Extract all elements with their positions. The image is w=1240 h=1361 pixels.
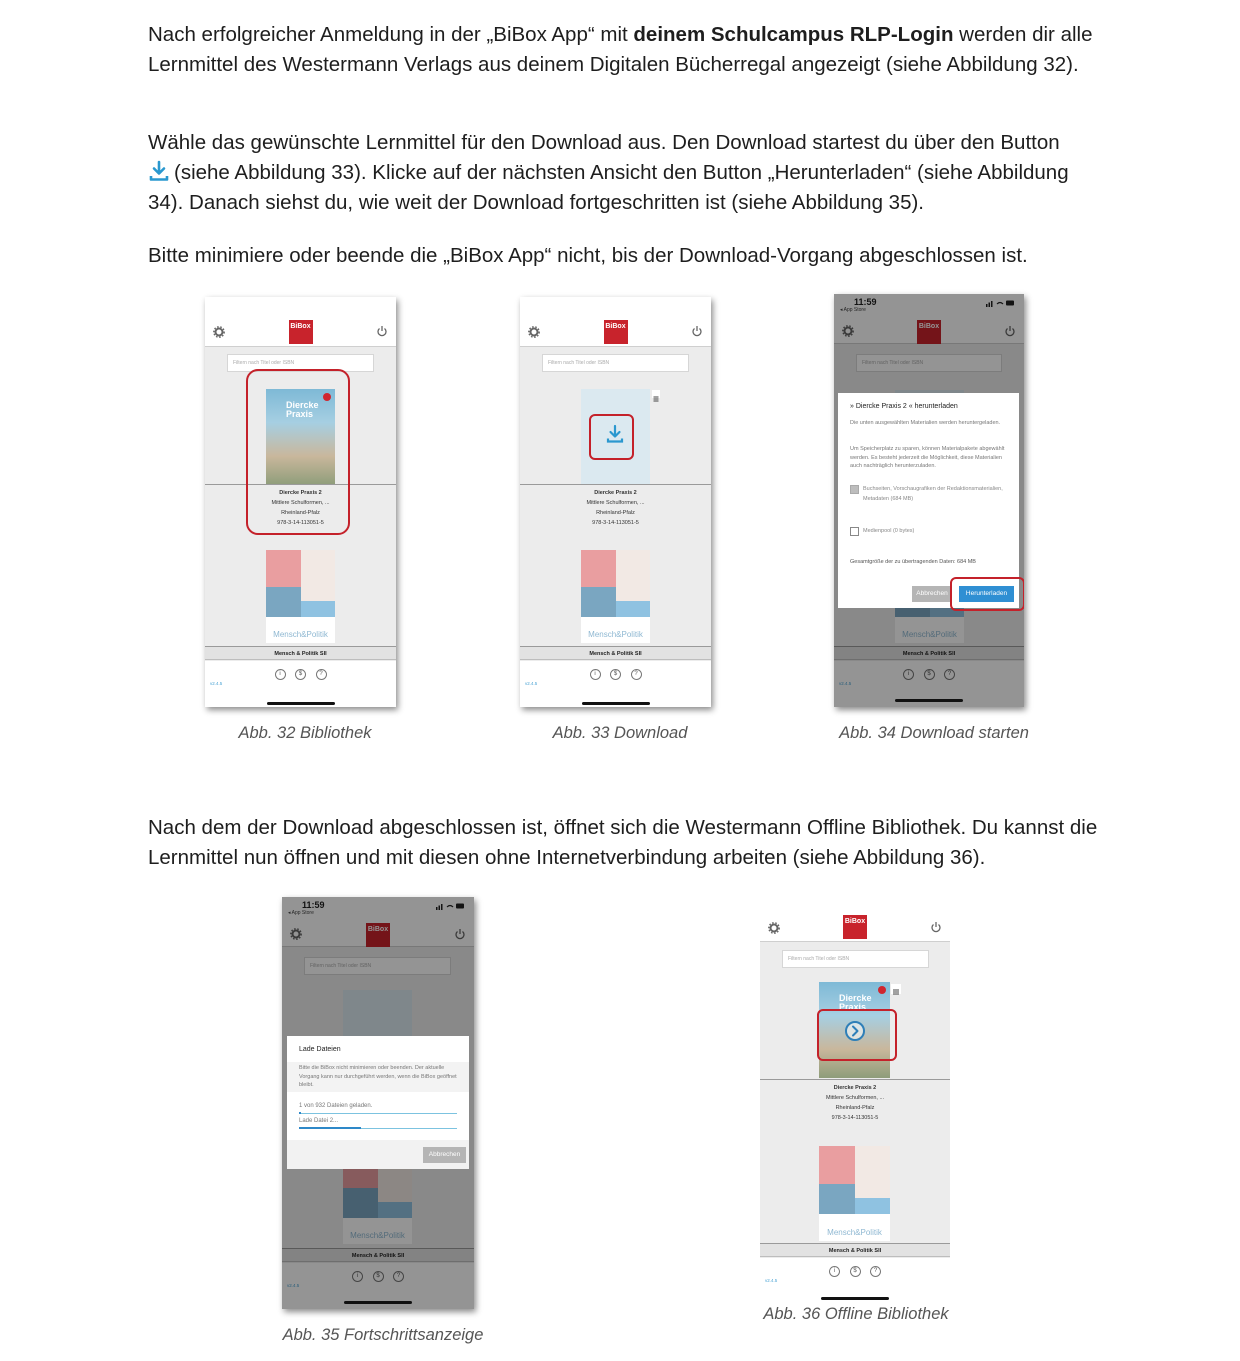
status-time: 11:59 — [302, 900, 325, 910]
shelf-divider — [520, 484, 711, 485]
screenshot-fortschritt — [282, 897, 474, 1309]
book-cover-mensch-politik[interactable] — [581, 550, 650, 643]
help-icon[interactable]: ? — [393, 1271, 404, 1282]
book-cover-title: Mensch&Politik — [273, 630, 328, 639]
app-header — [205, 297, 396, 347]
app-store-back-link[interactable]: ◂ App Store — [840, 307, 866, 313]
shop-icon[interactable]: $ — [373, 1271, 384, 1282]
text-run: werden dir alle Lernmittel des Westermann Verlags aus deinem Digitalen Bücherregal angezeigt (siehe Abbildung 32). — [148, 23, 1093, 76]
app-store-back-link[interactable]: ◂ App Store — [288, 910, 314, 916]
highlight-frame — [817, 1009, 897, 1061]
info-icon[interactable]: i — [275, 669, 286, 680]
book-title: Mensch & Politik SII — [282, 1248, 474, 1262]
text-run: (siehe Abbildung 33). Klicke auf der nächsten Ansicht den Button „Herunterladen“ (siehe Abbildung 34). Danach siehst du, wie weit der Download fortgeschritten ist (siehe Abbildung 35). — [148, 161, 1069, 214]
help-icon[interactable]: ? — [870, 1266, 881, 1277]
screenshot-download-starten — [834, 294, 1024, 707]
option-checkbox-pages[interactable] — [850, 485, 859, 494]
dialog-title: » Diercke Praxis 2 « herunterladen — [850, 403, 958, 410]
info-icon[interactable]: i — [352, 1271, 363, 1282]
book-cover-title: Mensch&Politik — [350, 1231, 405, 1240]
dialog-text: Die unten ausgewählten Materialien werden heruntergeladen. — [850, 420, 1001, 426]
menu-icon[interactable] — [652, 390, 660, 398]
shop-icon[interactable]: $ — [610, 669, 621, 680]
home-indicator — [821, 1297, 889, 1300]
footer-icons — [829, 1266, 881, 1278]
file-progress-fill — [299, 1127, 361, 1129]
help-icon[interactable]: ? — [631, 669, 642, 680]
search-input[interactable]: Filtern nach Titel oder ISBN — [782, 950, 929, 968]
shop-icon[interactable]: $ — [924, 669, 935, 680]
book-subtitle: Mittlere Schulformen, ... — [825, 1095, 885, 1101]
dialog-title: Lade Dateien — [299, 1046, 341, 1053]
info-icon[interactable]: i — [903, 669, 914, 680]
bibox-logo: BiBox — [843, 915, 867, 939]
download-icon — [148, 160, 170, 182]
shelf-divider — [760, 1079, 950, 1080]
progress-track — [299, 1113, 457, 1114]
home-indicator — [267, 702, 335, 705]
bibox-logo: BiBox — [289, 320, 313, 344]
power-icon[interactable] — [691, 325, 703, 337]
progress-fill — [299, 1112, 301, 1114]
book-title: Diercke Praxis 2 — [279, 490, 322, 496]
download-paragraph — [148, 128, 1108, 218]
book-subtitle: Mittlere Schulformen, ... — [586, 500, 645, 506]
menu-icon[interactable] — [891, 984, 901, 994]
app-footer — [760, 1258, 950, 1302]
help-icon[interactable]: ? — [944, 669, 955, 680]
app-footer — [520, 661, 711, 707]
home-indicator — [344, 1301, 412, 1304]
figure-caption: Abb. 32 Bibliothek — [238, 724, 372, 742]
cancel-button[interactable]: Abbrechen — [423, 1147, 466, 1163]
book-region: Rheinland-Pfalz — [281, 510, 320, 516]
search-input[interactable]: Filtern nach Titel oder ISBN — [542, 354, 689, 372]
dialog-text: Um Speicherplatz zu sparen, können Materialpakete abgewählt werden. Es besteht jederzeit die Möglichkeit, diese Materialien auch nachträglich herunterzuladen. — [850, 446, 1005, 469]
highlight-frame — [589, 414, 634, 460]
power-icon[interactable] — [930, 921, 942, 933]
power-icon[interactable] — [376, 325, 388, 337]
book-cover-mensch-politik[interactable] — [266, 550, 335, 643]
book-title: Mensch & Politik SII — [834, 646, 1024, 660]
book-isbn: 978-3-14-113051-5 — [277, 520, 324, 526]
highlight-frame — [246, 369, 350, 535]
download-button[interactable]: Herunterladen — [959, 586, 1014, 602]
progress-dialog — [287, 1036, 469, 1169]
figure-caption: Abb. 33 Download — [552, 724, 688, 742]
book-cover-mensch-politik[interactable] — [819, 1146, 890, 1241]
book-title: Mensch & Politik SII — [760, 1243, 950, 1257]
book-cover-title: Diercke Praxis — [839, 993, 872, 1012]
book-region: Rheinland-Pfalz — [596, 510, 635, 516]
book-cover-title: Diercke Praxis — [286, 400, 319, 419]
progress-status: 1 von 932 Dateien geladen. — [299, 1103, 373, 1109]
book-cover-title: Mensch&Politik — [827, 1228, 882, 1237]
gear-icon[interactable] — [213, 326, 225, 338]
shop-icon[interactable]: $ — [850, 1266, 861, 1277]
gear-icon[interactable] — [768, 922, 780, 934]
book-cover-title: Mensch&Politik — [588, 630, 643, 639]
cancel-button[interactable]: Abbrechen — [912, 586, 952, 602]
book-title: Mensch & Politik SII — [520, 646, 711, 660]
total-size-text: Gesamtgröße der zu übertragenden Daten: 684 MB — [850, 559, 976, 565]
book-isbn: 978-3-14-113051-5 — [831, 1115, 879, 1121]
home-indicator — [895, 699, 963, 702]
help-icon[interactable]: ? — [316, 669, 327, 680]
home-indicator — [582, 702, 650, 705]
book-meta — [760, 1083, 950, 1123]
version-label: v2.4.5 — [525, 681, 538, 686]
offline-paragraph — [148, 813, 1108, 873]
option-checkbox-media[interactable] — [850, 527, 859, 536]
book-meta — [520, 488, 711, 528]
info-icon[interactable]: i — [590, 669, 601, 680]
book-cover-title: Mensch&Politik — [902, 630, 957, 639]
gear-icon[interactable] — [528, 326, 540, 338]
text-run: Nach dem der Download abgeschlossen ist, öffnet sich die Westermann Offline Bibliothek. Du kannst die Lernmittel nun öffnen und mit diesen ohne Internetverbindung arbeiten (siehe Abbildung 36). — [148, 816, 1098, 869]
book-isbn: 978-3-14-113051-5 — [592, 520, 639, 526]
app-footer — [205, 661, 396, 707]
progress-status: Lade Datei 2... — [299, 1118, 339, 1124]
version-label: v2.4.5 — [839, 681, 852, 686]
footer-icons — [275, 669, 327, 681]
book-region: Rheinland-Pfalz — [835, 1105, 875, 1111]
search-input[interactable]: Filtern nach Titel oder ISBN — [856, 354, 1002, 372]
option-label: Buchseiten, Vorschaugrafiken der Redaktionsmaterialien, Metadaten (684 MB) — [863, 486, 1003, 502]
highlight-frame — [950, 577, 1024, 611]
search-input[interactable]: Filtern nach Titel oder ISBN — [227, 354, 374, 372]
screenshot-download — [520, 297, 711, 707]
figure-caption: Abb. 35 Fortschrittsanzeige — [282, 1326, 484, 1344]
figure-caption: Abb. 34 Download starten — [839, 724, 1029, 742]
text-run: Nach erfolgreicher Anmeldung in der „BiBox App“ mit — [148, 23, 634, 46]
login-emphasis: deinem Schulcampus RLP-Login — [633, 23, 954, 46]
info-icon[interactable]: i — [829, 1266, 840, 1277]
download-dialog — [838, 393, 1019, 608]
dialog-text: Bitte die BiBox nicht minimieren oder beenden. Der aktuelle Vorgang kann nur durchgeführt werden, wenn die BiBox geöffnet bleibt. — [299, 1065, 457, 1088]
screenshot-offline-bibliothek — [760, 902, 950, 1302]
book-title: Mensch & Politik SII — [205, 646, 396, 660]
text-run: Bitte minimiere oder beende die „BiBox App“ nicht, bis der Download-Vorgang abgeschlossen ist. — [148, 244, 1028, 267]
intro-paragraph — [148, 20, 1108, 80]
book-badge — [878, 986, 886, 994]
version-label: v2.4.5 — [765, 1278, 778, 1283]
app-header — [760, 902, 950, 942]
figure-caption: Abb. 36 Offline Bibliothek — [763, 1305, 949, 1323]
text-run: Wähle das gewünschte Lernmittel für den Download aus. Den Download startest du über den Button — [148, 131, 1060, 154]
bibox-logo: BiBox — [917, 320, 941, 344]
book-title: Diercke Praxis 2 — [594, 490, 637, 496]
screenshot-bibliothek — [205, 297, 396, 707]
bibox-logo: BiBox — [366, 923, 390, 947]
book-title: Diercke Praxis 2 — [833, 1085, 877, 1091]
version-label: v2.4.5 — [210, 681, 223, 686]
footer-icons — [590, 669, 642, 681]
status-time: 11:59 — [854, 297, 877, 307]
search-input[interactable]: Filtern nach Titel oder ISBN — [304, 957, 451, 975]
warning-paragraph — [148, 241, 1108, 271]
app-header — [520, 297, 711, 347]
book-subtitle: Mittlere Schulformen, ... — [271, 500, 330, 506]
bibox-logo: BiBox — [604, 320, 628, 344]
version-label: v2.4.5 — [287, 1283, 300, 1288]
shop-icon[interactable]: $ — [295, 669, 306, 680]
option-label: Medienpool (0 bytes) — [863, 528, 915, 534]
